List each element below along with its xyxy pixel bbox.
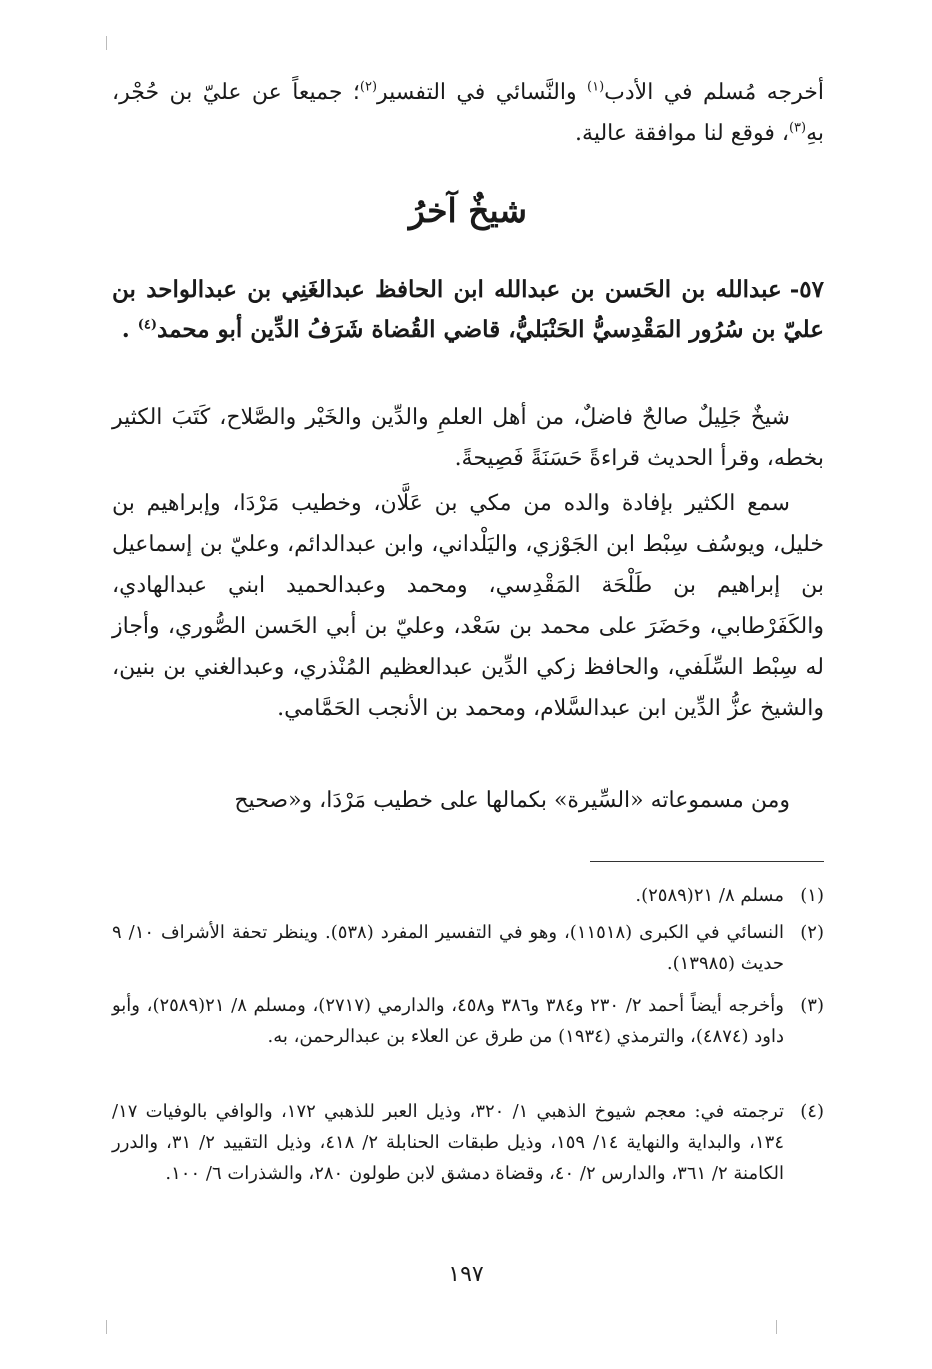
- footnote-2: [112, 917, 824, 979]
- footnote-number: (٤): [800, 1101, 824, 1122]
- footnote-ref-1[interactable]: (١): [587, 79, 605, 95]
- description-paragraph: شيخٌ جَلِيلٌ صالحٌ فاضلٌ، من أهل العلمِ والدِّين والخَيْر والصَّلاح، كَتَبَ الكثير بخطه، وقرأ الحديث قراءةً حَسَنَةً فَصِيحةً.: [112, 405, 824, 471]
- footnote-text: مسلم ٨/ ٢١(٢٥٨٩).: [635, 885, 784, 906]
- page-number: ١٩٧: [448, 1262, 484, 1287]
- footnote-1: [112, 880, 824, 911]
- footnote-3: [112, 990, 824, 1052]
- intro-text-2: والنَّسائي في التفسير: [377, 80, 587, 105]
- footnote-text: وأخرجه أيضاً أحمد ٢/ ٢٣٠ و٣٨٤ و٣٨٦ و٤٥٨، والدارمي (٢٧١٧)، ومسلم ٨/ ٢١(٢٥٨٩)، وأبو داود (٤٨٧٤)، والترمذي (١٩٣٤) من طرق عن العلاء بن عبدالرحمن، به.: [112, 995, 784, 1047]
- scan-crop-mark: [776, 1320, 777, 1334]
- entry-name: عبدالله بن الحَسن بن عبدالله ابن الحافظ عبدالغَنِي بن عبدالواحد بن عليّ بن سُرُور المَقْدِسيُّ الحَنْبَليُّ، قاضي القُضاة شَرَفُ الدِّين أبو محمد: [112, 276, 824, 343]
- works-paragraph: ومن مسموعاته «السِّيرة» بكمالها على خطيب مَرْدَا، و«صحيح: [234, 788, 790, 813]
- teachers-paragraph: سمع الكثير بإفادة والده من مكي بن عَلَّان، وخطيب مَرْدَا، وإبراهيم بن خليل، ويوسُف سِبْط ابن الجَوْزي، واليَلْداني، وابن عبدالدائم، وعليّ بن إسماعيل بن إبراهيم بن طَلْحَة المَقْدِسي، ومحمد وعبدالحميد ابني عبدالهادي، والكَفَرْطابي، وحَضَرَ على محمد بن سَعْد، وعليّ بن أبي الحَسن الصُّوري، وأجاز له سِبْط السِّلَفي، والحافظ زكي الدِّين عبدالعظيم المُنْذري، وعبدالغني بن بنين، والشيخ عزُّ الدِّين ابن عبدالسَّلام، ومحمد بن الأنجب الحَمَّامي.: [112, 491, 824, 721]
- entry-number: ٥٧-: [789, 276, 824, 303]
- footnote-text: ترجمته في: معجم شيوخ الذهبي ١/ ٣٢٠، وذيل العبر للذهبي ١٧٢، والوافي بالوفيات ١٧/ ١٣٤، والبداية والنهاية ١٤/ ١٥٩، وذيل طبقات الحنابلة ٢/ ٤١٨، وذيل التقييد ٢/ ٣١، والدرر الكامنة ٢/ ٣٦١، والدارس ٢/ ٤٠، وقضاة دمشق لابن طولون ٢٨٠، والشذرات ٦/ ١٠٠.: [112, 1101, 784, 1184]
- scan-crop-mark: [106, 36, 107, 50]
- entry-title: [112, 270, 824, 350]
- footnote-4: [112, 1096, 824, 1189]
- footnote-number: (٣): [800, 995, 824, 1016]
- footnote-ref-3[interactable]: (٣): [788, 120, 807, 136]
- footnote-ref-4[interactable]: (٤): [137, 317, 158, 333]
- intro-text-3: ؛ جميعاً عن عليّ بن حُجْر، بهِ: [112, 80, 824, 146]
- footnote-number: (٢): [800, 922, 824, 943]
- section-heading: شيخٌ آخرُ: [408, 191, 528, 230]
- footnote-ref-2[interactable]: (٢): [359, 79, 378, 95]
- intro-text-4: ، فوقع لنا موافقة عالية.: [575, 121, 789, 146]
- footnote-number: (١): [800, 885, 824, 906]
- entry-end: .: [121, 316, 130, 343]
- footnote-text: النسائي في الكبرى (١١٥١٨)، وهو في التفسير المفرد (٥٣٨). وينظر تحفة الأشراف ١٠/ ٩ حديث (١٣٩٨٥).: [112, 922, 784, 974]
- footnote-separator: [590, 861, 824, 862]
- intro-text-1: أخرجه مُسلم في الأدب: [604, 80, 824, 105]
- scan-crop-mark: [106, 1320, 107, 1334]
- intro-paragraph: [112, 72, 824, 154]
